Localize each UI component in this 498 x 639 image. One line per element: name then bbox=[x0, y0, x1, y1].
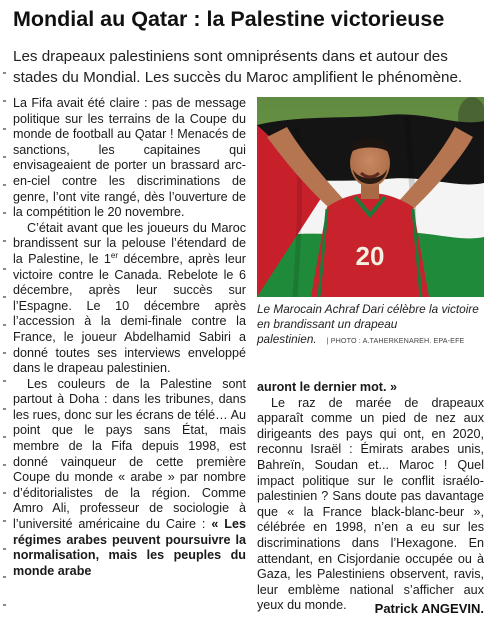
jersey-number: 20 bbox=[355, 241, 385, 271]
photo-caption bbox=[257, 302, 487, 348]
paragraph-3 bbox=[13, 377, 246, 580]
article-column-1 bbox=[13, 96, 246, 579]
article-photo bbox=[257, 97, 484, 297]
paragraph-2 bbox=[13, 221, 246, 377]
paragraph-2-end: décembre, après leur victoire contre le Canada. Rebelote le 6 décembre, après leur succès sur l’Espagne. Le 10 décembre après l’accession à la demi-finale contre la France, le joueur Abdelhamid Sabiri a donné toutes ses interviews enveloppé dans le drapeau palestinien. bbox=[13, 251, 246, 376]
page-edge-marks bbox=[3, 72, 7, 632]
quote-continuation: auront le dernier mot. » bbox=[257, 380, 397, 394]
author-signature: Patrick ANGEVIN. bbox=[374, 601, 484, 616]
paragraph-3-text: Les couleurs de la Palestine sont partout à Doha : dans les tribunes, dans les rues, donc sur les écrans de télé… Au point que le pays sans État, mais membre de la Fifa depuis 1998, est donné vainqueur de cette première Coupe du monde « arabe » par nombre d’éditorialistes de la région. Comme Amro Ali, professeur de sociologie à l’université américaine du Caire : bbox=[13, 376, 246, 532]
paragraph-4: Le raz de marée de drapeaux apparaît comme un pied de nez aux dirigeants des pays qui ont, en 2020, reconnu Israël : Émirats arabes unis, Bahreïn, Soudan et... Maroc ! Quel impact politique sur le conflit israélo-palestinien ? Sans doute pas davantage que « la France black-blanc-beur », célébrée en 1998, n’en a eu sur les discriminations dans l’Hexagone. En attendant, en Cisjordanie occupée ou à Gaza, les Palestiniens observent, ravis, leur emblème national s’afficher aux yeux du monde. bbox=[257, 395, 484, 613]
photo-credit: | PHOTO : A.TAHERKENAREH. EPA-EFE bbox=[326, 336, 465, 345]
player-with-flag-image bbox=[257, 97, 484, 297]
ordinal-suffix: er bbox=[110, 250, 119, 260]
article-column-2 bbox=[257, 380, 484, 614]
caption-text: Le Marocain Achraf Dari célèbre la victoire en brandissant un drapeau palestinien. bbox=[257, 302, 479, 346]
standfirst: Les drapeaux palestiniens sont omniprésents dans et autour des stades du Mondial. Les succès du Maroc amplifient le phénomène. bbox=[13, 48, 463, 86]
paragraph-1: La Fifa avait été claire : pas de message politique sur les terrains de la Coupe du monde de football au Qatar ! Menacés de sanctions, les capitaines qui envisageaient de porter un brassard arc-en-ciel contre les discriminations de genre, l’ont vite rangé, dès l’ouverture de la compétition le 20 novembre. bbox=[13, 96, 246, 220]
paragraph-2-start: C’était avant que les joueurs du Maroc brandissent sur la pelouse l’étendard de la Palestine, le 1 bbox=[13, 220, 246, 266]
quote-bold: « Les régimes arabes peuvent poursuivre la normalisation, mais les peuples du monde arabe bbox=[13, 517, 246, 578]
headline: Mondial au Qatar : la Palestine victorieuse bbox=[13, 7, 445, 31]
